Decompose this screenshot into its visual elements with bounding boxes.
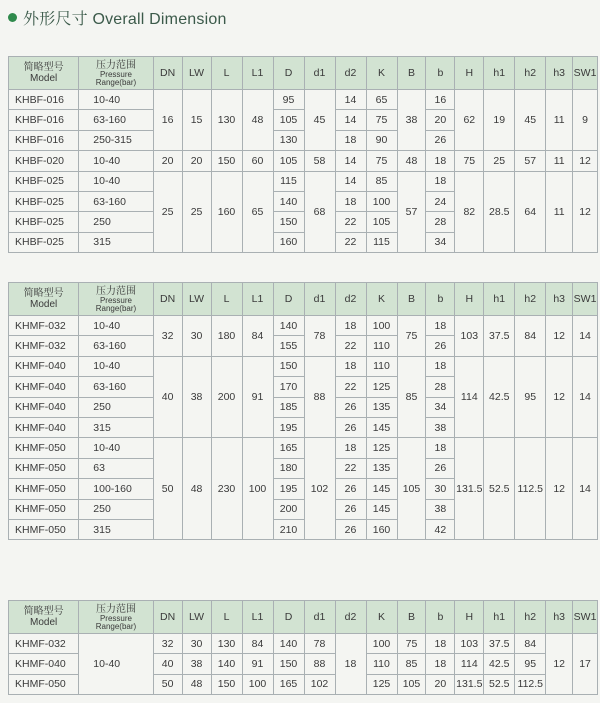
pressure-cell: 63-160 (79, 191, 153, 211)
d-cell: 160 (273, 232, 304, 252)
header-l1: L1 (242, 57, 273, 90)
header-b-lower: b (426, 57, 455, 90)
model-cell: KHMF-032 (9, 316, 79, 336)
section-title-text: 外形尺寸 Overall Dimension (23, 11, 227, 28)
k-cell: 115 (366, 232, 397, 252)
d-cell: 150 (273, 212, 304, 232)
l-cell: 130 (211, 634, 242, 654)
model-cell: KHMF-050 (9, 519, 79, 539)
header-dn: DN (153, 283, 182, 316)
d2-cell: 22 (335, 336, 366, 356)
d-cell: 155 (273, 336, 304, 356)
model-cell: KHMF-040 (9, 417, 79, 437)
l-cell: 180 (211, 316, 242, 357)
model-cell: KHBF-025 (9, 232, 79, 252)
model-cell: KHBF-025 (9, 212, 79, 232)
model-cell: KHMF-032 (9, 336, 79, 356)
h1-cell: 52.5 (484, 438, 515, 540)
sw1-cell: 14 (573, 316, 598, 357)
h2-cell: 84 (515, 634, 546, 654)
h3-cell: 12 (546, 356, 573, 438)
k-cell: 145 (366, 417, 397, 437)
d1-cell: 102 (304, 438, 335, 540)
h1-cell: 37.5 (484, 634, 515, 654)
l-cell: 130 (211, 90, 242, 151)
pressure-cell: 63-160 (79, 110, 153, 130)
d-cell: 105 (273, 151, 304, 171)
b-lower-cell: 18 (426, 316, 455, 336)
b-lower-cell: 26 (426, 336, 455, 356)
header-h: H (455, 57, 484, 90)
header-d2: d2 (335, 57, 366, 90)
pressure-cell: 63 (79, 458, 153, 478)
table-row (9, 316, 598, 336)
b-lower-cell: 24 (426, 191, 455, 211)
sw1-cell: 14 (573, 356, 598, 438)
h1-cell: 37.5 (484, 316, 515, 357)
header-b-upper: B (397, 57, 426, 90)
model-cell: KHMF-040 (9, 356, 79, 376)
k-cell: 135 (366, 458, 397, 478)
h1-cell: 28.5 (484, 171, 515, 253)
dn-cell: 40 (153, 654, 182, 674)
d1-cell: 45 (304, 90, 335, 151)
model-cell: KHBF-025 (9, 191, 79, 211)
k-cell: 75 (366, 151, 397, 171)
pressure-cell: 10-40 (79, 356, 153, 376)
d2-cell: 26 (335, 499, 366, 519)
header-l: L (211, 601, 242, 634)
h3-cell: 12 (546, 438, 573, 540)
pressure-cell: 10-40 (79, 316, 153, 336)
b-lower-cell: 34 (426, 397, 455, 417)
d2-cell: 18 (335, 130, 366, 150)
d-cell: 195 (273, 417, 304, 437)
l1-cell: 100 (242, 674, 273, 694)
h1-cell: 42.5 (484, 356, 515, 438)
d2-cell: 18 (335, 634, 366, 695)
b-upper-cell: 85 (397, 654, 426, 674)
h3-cell: 11 (546, 171, 573, 253)
d-cell: 140 (273, 316, 304, 336)
d2-cell: 26 (335, 519, 366, 539)
header-d1: d1 (304, 283, 335, 316)
d-cell: 115 (273, 171, 304, 191)
l-cell: 160 (211, 171, 242, 253)
header-h3: h3 (546, 57, 573, 90)
d1-cell: 58 (304, 151, 335, 171)
k-cell: 75 (366, 110, 397, 130)
d-cell: 150 (273, 356, 304, 376)
header-model: 简略型号 Model (9, 601, 79, 634)
l1-cell: 60 (242, 151, 273, 171)
header-k: K (366, 283, 397, 316)
header-lw: LW (182, 601, 211, 634)
header-h: H (455, 601, 484, 634)
k-cell: 125 (366, 438, 397, 458)
b-lower-cell: 18 (426, 654, 455, 674)
h3-cell: 11 (546, 90, 573, 151)
dimension-table-khbf (8, 56, 598, 253)
k-cell: 145 (366, 499, 397, 519)
pressure-cell: 250-315 (79, 130, 153, 150)
h-cell: 82 (455, 171, 484, 253)
b-lower-cell: 42 (426, 519, 455, 539)
k-cell: 145 (366, 479, 397, 499)
d2-cell: 18 (335, 356, 366, 376)
b-upper-cell: 38 (397, 90, 426, 151)
d1-cell: 102 (304, 674, 335, 694)
d2-cell: 26 (335, 417, 366, 437)
header-h1: h1 (484, 57, 515, 90)
b-lower-cell: 18 (426, 356, 455, 376)
b-lower-cell: 20 (426, 674, 455, 694)
h-cell: 62 (455, 90, 484, 151)
pressure-cell: 10-40 (79, 171, 153, 191)
b-upper-cell: 105 (397, 438, 426, 540)
model-cell: KHMF-050 (9, 674, 79, 694)
b-lower-cell: 16 (426, 90, 455, 110)
header-sw1: SW1 (573, 283, 598, 316)
d2-cell: 14 (335, 151, 366, 171)
b-lower-cell: 28 (426, 212, 455, 232)
d1-cell: 88 (304, 356, 335, 438)
header-h: H (455, 283, 484, 316)
b-upper-cell: 48 (397, 151, 426, 171)
header-h2: h2 (515, 601, 546, 634)
d2-cell: 22 (335, 212, 366, 232)
header-b-lower: b (426, 601, 455, 634)
d1-cell: 78 (304, 634, 335, 654)
dn-cell: 50 (153, 438, 182, 540)
b-lower-cell: 34 (426, 232, 455, 252)
h1-cell: 42.5 (484, 654, 515, 674)
header-h2: h2 (515, 57, 546, 90)
h1-cell: 19 (484, 90, 515, 151)
header-d2: d2 (335, 283, 366, 316)
b-upper-cell: 105 (397, 674, 426, 694)
bullet-dot-icon (8, 13, 17, 22)
table-row (9, 151, 598, 171)
d1-cell: 78 (304, 316, 335, 357)
h2-cell: 112.5 (515, 438, 546, 540)
d2-cell: 14 (335, 171, 366, 191)
l-cell: 150 (211, 674, 242, 694)
header-b-upper: B (397, 601, 426, 634)
model-cell: KHBF-016 (9, 110, 79, 130)
k-cell: 90 (366, 130, 397, 150)
l-cell: 200 (211, 356, 242, 438)
header-lw: LW (182, 283, 211, 316)
pressure-cell: 10-40 (79, 151, 153, 171)
table-row (9, 90, 598, 110)
h2-cell: 45 (515, 90, 546, 151)
dn-cell: 32 (153, 634, 182, 654)
b-lower-cell: 38 (426, 499, 455, 519)
d1-cell: 88 (304, 654, 335, 674)
h3-cell: 11 (546, 151, 573, 171)
k-cell: 160 (366, 519, 397, 539)
k-cell: 125 (366, 377, 397, 397)
sw1-cell: 17 (573, 634, 598, 695)
header-lw: LW (182, 57, 211, 90)
pressure-cell: 100-160 (79, 479, 153, 499)
h2-cell: 95 (515, 356, 546, 438)
b-lower-cell: 18 (426, 171, 455, 191)
sw1-cell: 12 (573, 151, 598, 171)
header-d: D (273, 57, 304, 90)
model-cell: KHMF-040 (9, 377, 79, 397)
h-cell: 75 (455, 151, 484, 171)
l-cell: 140 (211, 654, 242, 674)
d2-cell: 18 (335, 191, 366, 211)
pressure-cell: 250 (79, 499, 153, 519)
d-cell: 140 (273, 634, 304, 654)
d-cell: 105 (273, 110, 304, 130)
lw-cell: 48 (182, 438, 211, 540)
k-cell: 110 (366, 654, 397, 674)
h-cell: 131.5 (455, 674, 484, 694)
k-cell: 135 (366, 397, 397, 417)
pressure-cell: 10-40 (79, 90, 153, 110)
pressure-cell: 10-40 (79, 438, 153, 458)
model-cell: KHMF-040 (9, 397, 79, 417)
model-cell: KHMF-050 (9, 438, 79, 458)
lw-cell: 25 (182, 171, 211, 253)
header-pressure: 压力范围 Pressure Range(bar) (79, 57, 153, 90)
d2-cell: 18 (335, 316, 366, 336)
h2-cell: 57 (515, 151, 546, 171)
h1-cell: 52.5 (484, 674, 515, 694)
dimension-table-khmf (8, 282, 598, 540)
model-cell: KHBF-020 (9, 151, 79, 171)
l1-cell: 48 (242, 90, 273, 151)
l1-cell: 91 (242, 356, 273, 438)
l1-cell: 65 (242, 171, 273, 253)
d-cell: 95 (273, 90, 304, 110)
l1-cell: 84 (242, 316, 273, 357)
b-upper-cell: 57 (397, 171, 426, 253)
k-cell: 105 (366, 212, 397, 232)
b-lower-cell: 26 (426, 130, 455, 150)
table-row (9, 171, 598, 191)
d-cell: 185 (273, 397, 304, 417)
lw-cell: 30 (182, 316, 211, 357)
header-h1: h1 (484, 601, 515, 634)
k-cell: 65 (366, 90, 397, 110)
dn-cell: 40 (153, 356, 182, 438)
lw-cell: 15 (182, 90, 211, 151)
lw-cell: 20 (182, 151, 211, 171)
model-cell: KHBF-016 (9, 90, 79, 110)
b-lower-cell: 26 (426, 458, 455, 478)
header-pressure: 压力范围 Pressure Range(bar) (79, 601, 153, 634)
d-cell: 165 (273, 438, 304, 458)
dn-cell: 25 (153, 171, 182, 253)
k-cell: 100 (366, 634, 397, 654)
header-model: 简略型号 Model (9, 283, 79, 316)
k-cell: 110 (366, 336, 397, 356)
h2-cell: 112.5 (515, 674, 546, 694)
pressure-cell: 250 (79, 212, 153, 232)
header-b-lower: b (426, 283, 455, 316)
model-cell: KHBF-025 (9, 171, 79, 191)
header-h1: h1 (484, 283, 515, 316)
header-l1: L1 (242, 283, 273, 316)
table-header-row (9, 283, 598, 316)
header-h3: h3 (546, 601, 573, 634)
model-cell: KHMF-050 (9, 458, 79, 478)
h-cell: 103 (455, 316, 484, 357)
model-cell: KHMF-050 (9, 479, 79, 499)
pressure-cell: 315 (79, 232, 153, 252)
d2-cell: 22 (335, 458, 366, 478)
table-row (9, 438, 598, 458)
d1-cell: 68 (304, 171, 335, 253)
header-l: L (211, 57, 242, 90)
d-cell: 130 (273, 130, 304, 150)
dn-cell: 20 (153, 151, 182, 171)
lw-cell: 48 (182, 674, 211, 694)
d2-cell: 18 (335, 438, 366, 458)
table-header-row (9, 57, 598, 90)
k-cell: 125 (366, 674, 397, 694)
sw1-cell: 12 (573, 171, 598, 253)
header-d: D (273, 601, 304, 634)
d2-cell: 22 (335, 377, 366, 397)
h-cell: 114 (455, 356, 484, 438)
pressure-cell: 63-160 (79, 377, 153, 397)
model-cell: KHMF-032 (9, 634, 79, 654)
table-header-row (9, 601, 598, 634)
d2-cell: 14 (335, 90, 366, 110)
h2-cell: 84 (515, 316, 546, 357)
model-cell: KHBF-016 (9, 130, 79, 150)
header-b-upper: B (397, 283, 426, 316)
d2-cell: 26 (335, 479, 366, 499)
d2-cell: 26 (335, 397, 366, 417)
d-cell: 165 (273, 674, 304, 694)
h2-cell: 64 (515, 171, 546, 253)
d-cell: 200 (273, 499, 304, 519)
header-model: 简略型号 Model (9, 57, 79, 90)
d2-cell: 14 (335, 110, 366, 130)
d-cell: 150 (273, 654, 304, 674)
h-cell: 131.5 (455, 438, 484, 540)
l-cell: 230 (211, 438, 242, 540)
section-title (8, 6, 227, 29)
header-d2: d2 (335, 601, 366, 634)
dn-cell: 32 (153, 316, 182, 357)
dimension-table-khmf-low (8, 600, 598, 695)
table-row (9, 634, 598, 654)
lw-cell: 38 (182, 356, 211, 438)
header-dn: DN (153, 601, 182, 634)
model-cell: KHMF-050 (9, 499, 79, 519)
header-d: D (273, 283, 304, 316)
pressure-cell: 10-40 (79, 634, 153, 695)
l1-cell: 100 (242, 438, 273, 540)
b-upper-cell: 75 (397, 316, 426, 357)
d-cell: 195 (273, 479, 304, 499)
b-upper-cell: 85 (397, 356, 426, 438)
table-row (9, 356, 598, 376)
pressure-cell: 315 (79, 519, 153, 539)
k-cell: 85 (366, 171, 397, 191)
b-lower-cell: 38 (426, 417, 455, 437)
h3-cell: 12 (546, 634, 573, 695)
header-h3: h3 (546, 283, 573, 316)
header-dn: DN (153, 57, 182, 90)
k-cell: 100 (366, 191, 397, 211)
header-k: K (366, 601, 397, 634)
h-cell: 103 (455, 634, 484, 654)
header-pressure: 压力范围 Pressure Range(bar) (79, 283, 153, 316)
d-cell: 170 (273, 377, 304, 397)
h2-cell: 95 (515, 654, 546, 674)
l1-cell: 91 (242, 654, 273, 674)
d-cell: 140 (273, 191, 304, 211)
d-cell: 210 (273, 519, 304, 539)
h1-cell: 25 (484, 151, 515, 171)
l-cell: 150 (211, 151, 242, 171)
k-cell: 110 (366, 356, 397, 376)
h3-cell: 12 (546, 316, 573, 357)
lw-cell: 30 (182, 634, 211, 654)
pressure-cell: 250 (79, 397, 153, 417)
d-cell: 180 (273, 458, 304, 478)
l1-cell: 84 (242, 634, 273, 654)
header-sw1: SW1 (573, 601, 598, 634)
dn-cell: 50 (153, 674, 182, 694)
model-cell: KHMF-040 (9, 654, 79, 674)
header-l: L (211, 283, 242, 316)
b-lower-cell: 20 (426, 110, 455, 130)
lw-cell: 38 (182, 654, 211, 674)
header-sw1: SW1 (573, 57, 598, 90)
header-h2: h2 (515, 283, 546, 316)
b-upper-cell: 75 (397, 634, 426, 654)
h-cell: 114 (455, 654, 484, 674)
k-cell: 100 (366, 316, 397, 336)
header-d1: d1 (304, 601, 335, 634)
header-l1: L1 (242, 601, 273, 634)
b-lower-cell: 18 (426, 634, 455, 654)
d2-cell: 22 (335, 232, 366, 252)
pressure-cell: 315 (79, 417, 153, 437)
sw1-cell: 9 (573, 90, 598, 151)
sw1-cell: 14 (573, 438, 598, 540)
b-lower-cell: 30 (426, 479, 455, 499)
b-lower-cell: 28 (426, 377, 455, 397)
header-k: K (366, 57, 397, 90)
pressure-cell: 63-160 (79, 336, 153, 356)
dn-cell: 16 (153, 90, 182, 151)
b-lower-cell: 18 (426, 438, 455, 458)
b-lower-cell: 18 (426, 151, 455, 171)
header-d1: d1 (304, 57, 335, 90)
